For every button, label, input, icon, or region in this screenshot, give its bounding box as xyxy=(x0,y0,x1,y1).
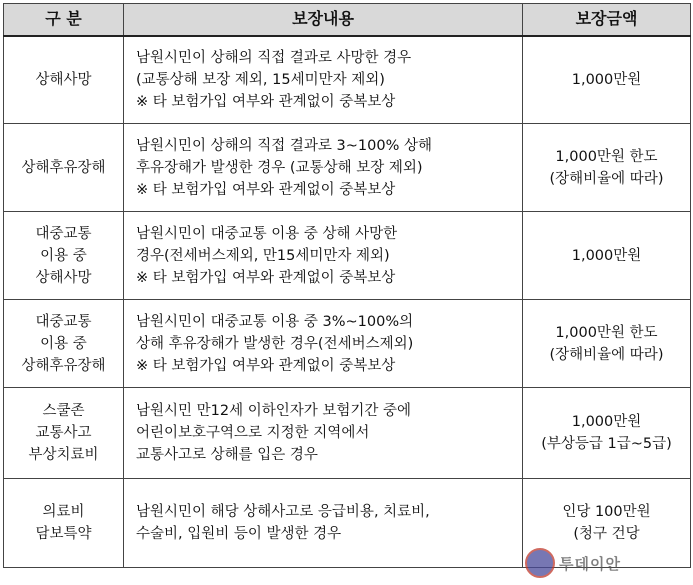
header-row xyxy=(4,4,691,36)
description-line: ※ 타 보험가입 여부와 관계없이 중복보상 xyxy=(136,93,396,110)
amount-line: (장해비율에 따라) xyxy=(549,170,664,187)
row-amount xyxy=(523,479,691,568)
description-line: ※ 타 보험가입 여부와 관계없이 중복보상 xyxy=(136,181,396,198)
row-amount xyxy=(523,36,691,124)
amount-line: 1,000만원 xyxy=(571,414,642,430)
category-line: 대중교통 xyxy=(35,225,92,242)
row-category xyxy=(4,124,124,212)
description-line: 수술비, 입원비 등이 발생한 경우 xyxy=(136,526,342,542)
description-line: 남원시민이 대중교통 이용 중 3%~100%의 xyxy=(136,313,414,330)
description-line: 교통사고로 상해를 입은 경우 xyxy=(136,447,318,463)
row-amount xyxy=(523,300,691,388)
coverage-table xyxy=(3,3,691,568)
category-line: 부상치료비 xyxy=(28,447,99,463)
row-amount xyxy=(523,212,691,300)
category-line: 상해후유장해 xyxy=(21,357,106,374)
table-row xyxy=(4,300,691,388)
amount-line: 1,000만원 xyxy=(571,247,642,264)
description-line: 경우(전세버스제외, 만15세미만자 제외) xyxy=(136,247,390,264)
category-line: 담보특약 xyxy=(35,526,92,542)
row-category xyxy=(4,212,124,300)
header-coverage-amount: 보장금액 xyxy=(523,4,691,36)
description-line: 후유장해가 발생한 경우 (교통상해 보장 제외) xyxy=(136,159,423,176)
description-line: 남원시민 만12세 이하인자가 보험기간 중에 xyxy=(136,403,412,419)
category-line: 대중교통 xyxy=(35,313,92,330)
description-line: 남원시민이 대중교통 이용 중 상해 사망한 xyxy=(136,225,398,242)
amount-line: 인당 100만원 xyxy=(562,504,651,520)
amount-line: 1,000만원 한도 xyxy=(555,148,658,165)
amount-line: (청구 건당 xyxy=(573,526,640,542)
row-category xyxy=(4,300,124,388)
description-line: 남원시민이 해당 상해사고로 응급비용, 치료비, xyxy=(136,504,430,520)
category-line: 상해사망 xyxy=(35,269,92,286)
table-row xyxy=(4,479,691,568)
row-category xyxy=(4,388,124,479)
description-line: ※ 타 보험가입 여부와 관계없이 중복보상 xyxy=(136,269,396,286)
row-description xyxy=(124,388,523,479)
row-amount xyxy=(523,388,691,479)
header-category: 구 분 xyxy=(4,4,124,36)
description-line: (교통상해 보장 제외, 15세미만자 제외) xyxy=(136,71,385,88)
row-description xyxy=(124,124,523,212)
category-line: 이용 중 xyxy=(40,335,87,352)
category-line: 스쿨존 xyxy=(42,403,85,419)
table-row xyxy=(4,212,691,300)
watermark-text: 투데이안 xyxy=(559,554,621,573)
table-row xyxy=(4,36,691,124)
description-line: 남원시민이 상해의 직접 결과로 3~100% 상해 xyxy=(136,137,432,154)
amount-line: (부상등급 1급~5급) xyxy=(541,436,672,452)
category-line: 교통사고 xyxy=(35,425,92,441)
row-amount xyxy=(523,124,691,212)
category-line: 의료비 xyxy=(42,504,85,520)
amount-line: (장해비율에 따라) xyxy=(549,346,664,363)
row-category xyxy=(4,36,124,124)
category-line: 이용 중 xyxy=(40,247,87,264)
row-description xyxy=(124,479,523,568)
row-description xyxy=(124,212,523,300)
description-line: ※ 타 보험가입 여부와 관계없이 중복보상 xyxy=(136,357,396,374)
header-coverage-content: 보장내용 xyxy=(124,4,523,36)
description-line: 남원시민이 상해의 직접 결과로 사망한 경우 xyxy=(136,49,412,66)
row-description xyxy=(124,36,523,124)
category-line: 상해후유장해 xyxy=(21,159,106,176)
category-line: 상해사망 xyxy=(35,71,92,88)
description-line: 어린이보호구역으로 지정한 지역에서 xyxy=(136,425,370,441)
amount-line: 1,000만원 xyxy=(571,71,642,88)
table-row xyxy=(4,388,691,479)
amount-line: 1,000만원 한도 xyxy=(555,324,658,341)
table-row xyxy=(4,124,691,212)
description-line: 상해 후유장해가 발생한 경우(전세버스제외) xyxy=(136,335,414,352)
row-description xyxy=(124,300,523,388)
row-category xyxy=(4,479,124,568)
